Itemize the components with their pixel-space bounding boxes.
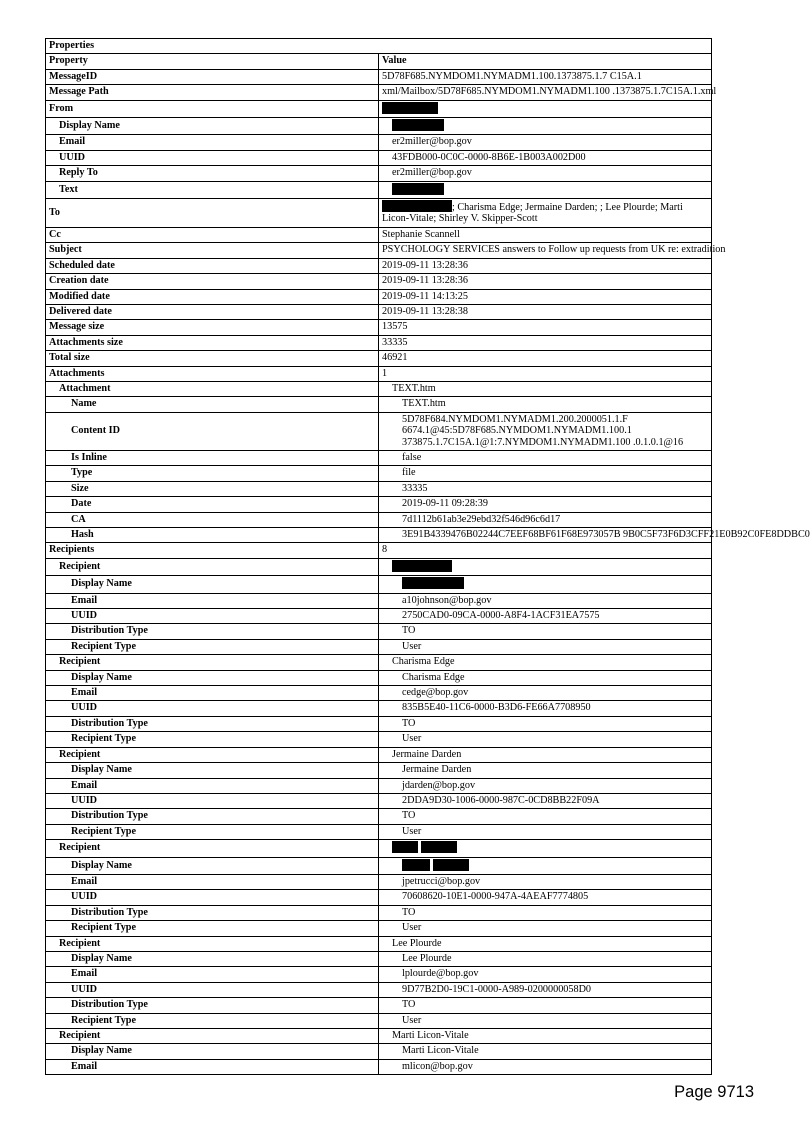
table-row bbox=[46, 258, 712, 273]
property-value: lplourde@bop.gov bbox=[379, 967, 712, 982]
property-value bbox=[379, 840, 712, 857]
property-value: 33335 bbox=[379, 481, 712, 496]
redaction-box bbox=[392, 119, 444, 131]
property-value: jdarden@bop.gov bbox=[379, 778, 712, 793]
property-value: User bbox=[379, 639, 712, 654]
property-value: User bbox=[379, 921, 712, 936]
property-name: Attachments size bbox=[46, 335, 379, 350]
property-value: TO bbox=[379, 809, 712, 824]
property-value: 5D78F684.NYMDOM1.NYMADM1.200.2000051.1.F 6674.1@45:5D78F685.NYMDOM1.NYMADM1.100.1 373875.1.7C15A.1@1:7.NYMDOM1.NYMADM1.100 .0.1.0.1@16 bbox=[379, 412, 712, 450]
table-row bbox=[46, 824, 712, 839]
table-row bbox=[46, 840, 712, 857]
table-row bbox=[46, 576, 712, 593]
property-name: Attachment bbox=[46, 381, 379, 396]
property-name: Email bbox=[46, 874, 379, 889]
table-row bbox=[46, 609, 712, 624]
property-name: Size bbox=[46, 481, 379, 496]
property-value: Lee Plourde bbox=[379, 951, 712, 966]
table-row bbox=[46, 397, 712, 412]
table-row bbox=[46, 274, 712, 289]
table-row bbox=[46, 998, 712, 1013]
property-name: Date bbox=[46, 497, 379, 512]
table-row bbox=[46, 905, 712, 920]
property-name: Email bbox=[46, 593, 379, 608]
table-row bbox=[46, 670, 712, 685]
redaction-box bbox=[402, 577, 464, 589]
property-value: TO bbox=[379, 716, 712, 731]
property-value: file bbox=[379, 466, 712, 481]
table-row bbox=[46, 100, 712, 117]
property-value: 70608620-10E1-0000-947A-4AEAF7774805 bbox=[379, 890, 712, 905]
property-name: Text bbox=[46, 181, 379, 198]
table-row bbox=[46, 150, 712, 165]
property-name: Distribution Type bbox=[46, 716, 379, 731]
property-value: 2DDA9D30-1006-0000-987C-0CD8BB22F09A bbox=[379, 793, 712, 808]
property-name: UUID bbox=[46, 701, 379, 716]
property-value bbox=[379, 199, 712, 228]
property-value: Lee Plourde bbox=[379, 936, 712, 951]
table-row bbox=[46, 381, 712, 396]
property-value: 2750CAD0-09CA-0000-A8F4-1ACF31EA7575 bbox=[379, 609, 712, 624]
properties-table-body bbox=[46, 39, 810, 1075]
table-row bbox=[46, 686, 712, 701]
table-row bbox=[46, 512, 712, 527]
table-row bbox=[46, 857, 712, 874]
property-value: 5D78F685.NYMDOM1.NYMADM1.100.1373875.1.7 C15A.1 bbox=[379, 69, 712, 84]
property-value: User bbox=[379, 732, 712, 747]
property-value: 1 bbox=[379, 366, 712, 381]
table-row bbox=[46, 793, 712, 808]
page-number: Page 9713 bbox=[674, 1083, 754, 1101]
property-name: Distribution Type bbox=[46, 809, 379, 824]
redaction-box bbox=[392, 841, 418, 853]
property-name: From bbox=[46, 100, 379, 117]
redaction-box bbox=[421, 841, 457, 853]
property-name: Display Name bbox=[46, 857, 379, 874]
to-recipients-text: ; Charisma Edge; Jermaine Darden; ; Lee Plourde; Marti Licon-Vitale; Shirley V. Skipper-Scott bbox=[382, 202, 683, 225]
property-value: mlicon@bop.gov bbox=[379, 1059, 712, 1074]
property-name: Recipient bbox=[46, 558, 379, 575]
table-row bbox=[46, 135, 712, 150]
property-value: er2miller@bop.gov bbox=[379, 166, 712, 181]
table-row bbox=[46, 593, 712, 608]
redaction-box bbox=[402, 859, 430, 871]
property-name: Delivered date bbox=[46, 304, 379, 319]
property-name: Recipient bbox=[46, 747, 379, 762]
table-row bbox=[46, 118, 712, 135]
table-row bbox=[46, 289, 712, 304]
property-name: Distribution Type bbox=[46, 998, 379, 1013]
property-name: Message size bbox=[46, 320, 379, 335]
property-name: Display Name bbox=[46, 576, 379, 593]
table-row bbox=[46, 921, 712, 936]
table-row bbox=[46, 639, 712, 654]
table-row bbox=[46, 85, 712, 100]
property-value: Charisma Edge bbox=[379, 655, 712, 670]
table-row bbox=[46, 366, 712, 381]
property-name: Email bbox=[46, 967, 379, 982]
property-value: User bbox=[379, 824, 712, 839]
table-row bbox=[46, 778, 712, 793]
property-value bbox=[379, 181, 712, 198]
table-row bbox=[46, 874, 712, 889]
property-name: Reply To bbox=[46, 166, 379, 181]
table-row bbox=[46, 732, 712, 747]
table-row bbox=[46, 558, 712, 575]
table-row bbox=[46, 624, 712, 639]
property-value: TEXT.htm bbox=[379, 397, 712, 412]
property-value: TO bbox=[379, 905, 712, 920]
property-value bbox=[379, 100, 712, 117]
table-row bbox=[46, 481, 712, 496]
redaction-box bbox=[433, 859, 469, 871]
table-row bbox=[46, 1059, 712, 1074]
property-value: Jermaine Darden bbox=[379, 747, 712, 762]
property-value: 2019-09-11 14:13:25 bbox=[379, 289, 712, 304]
property-value: 13575 bbox=[379, 320, 712, 335]
property-name: Subject bbox=[46, 243, 379, 258]
property-name: Display Name bbox=[46, 670, 379, 685]
property-value: 2019-09-11 09:28:39 bbox=[379, 497, 712, 512]
property-name: Total size bbox=[46, 351, 379, 366]
table-row bbox=[46, 747, 712, 762]
property-name: Email bbox=[46, 778, 379, 793]
properties-table bbox=[45, 38, 810, 1075]
table-row bbox=[46, 69, 712, 84]
property-name: Recipient Type bbox=[46, 639, 379, 654]
property-value: TEXT.htm bbox=[379, 381, 712, 396]
property-name: Display Name bbox=[46, 951, 379, 966]
property-name: Recipients bbox=[46, 543, 379, 558]
property-value: Marti Licon-Vitale bbox=[379, 1044, 712, 1059]
property-value: 835B5E40-11C6-0000-B3D6-FE66A7708950 bbox=[379, 701, 712, 716]
property-value: 8 bbox=[379, 543, 712, 558]
redaction-box bbox=[392, 560, 452, 572]
table-row bbox=[46, 166, 712, 181]
table-row bbox=[46, 1013, 712, 1028]
property-name: Cc bbox=[46, 227, 379, 242]
property-name: UUID bbox=[46, 793, 379, 808]
table-title-row bbox=[46, 39, 712, 54]
property-value: a10johnson@bop.gov bbox=[379, 593, 712, 608]
property-value: jpetrucci@bop.gov bbox=[379, 874, 712, 889]
property-value: 2019-09-11 13:28:36 bbox=[379, 258, 712, 273]
property-value: Stephanie Scannell bbox=[379, 227, 712, 242]
property-value: Jermaine Darden bbox=[379, 763, 712, 778]
table-row bbox=[46, 528, 712, 543]
property-value: Charisma Edge bbox=[379, 670, 712, 685]
property-name: CA bbox=[46, 512, 379, 527]
property-name: To bbox=[46, 199, 379, 228]
table-row bbox=[46, 982, 712, 997]
table-row bbox=[46, 716, 712, 731]
table-row bbox=[46, 466, 712, 481]
redaction-box bbox=[382, 200, 452, 212]
table-row bbox=[46, 951, 712, 966]
property-name: Content ID bbox=[46, 412, 379, 450]
property-value: xml/Mailbox/5D78F685.NYMDOM1.NYMADM1.100 .1373875.1.7C15A.1.xml bbox=[379, 85, 712, 100]
property-value bbox=[379, 118, 712, 135]
property-name: Email bbox=[46, 686, 379, 701]
redaction-box bbox=[392, 183, 444, 195]
property-name: Recipient Type bbox=[46, 824, 379, 839]
property-value bbox=[379, 857, 712, 874]
property-name: Name bbox=[46, 397, 379, 412]
property-value: 2019-09-11 13:28:36 bbox=[379, 274, 712, 289]
property-name: MessageID bbox=[46, 69, 379, 84]
property-name: Recipient bbox=[46, 840, 379, 857]
table-row bbox=[46, 199, 712, 228]
table-row bbox=[46, 936, 712, 951]
table-title: Properties bbox=[46, 39, 712, 54]
table-row bbox=[46, 243, 712, 258]
header-property: Property bbox=[46, 54, 379, 69]
property-value: 3E91B4339476B02244C7EEF68BF61F68E973057B 9B0C5F73F6D3CFF21E0B92C0FE8DDBC0 bbox=[379, 528, 712, 543]
table-row bbox=[46, 320, 712, 335]
property-value: 43FDB000-0C0C-0000-8B6E-1B003A002D00 bbox=[379, 150, 712, 165]
property-name: Attachments bbox=[46, 366, 379, 381]
property-value: PSYCHOLOGY SERVICES answers to Follow up requests from UK re: extradition bbox=[379, 243, 712, 258]
table-row bbox=[46, 890, 712, 905]
property-name: Creation date bbox=[46, 274, 379, 289]
property-name: Recipient Type bbox=[46, 732, 379, 747]
table-row bbox=[46, 701, 712, 716]
property-value: cedge@bop.gov bbox=[379, 686, 712, 701]
property-value bbox=[379, 576, 712, 593]
property-name: Recipient Type bbox=[46, 1013, 379, 1028]
table-row bbox=[46, 763, 712, 778]
property-name: Distribution Type bbox=[46, 905, 379, 920]
table-row bbox=[46, 412, 712, 450]
property-value: TO bbox=[379, 998, 712, 1013]
property-name: Recipient Type bbox=[46, 921, 379, 936]
table-row bbox=[46, 181, 712, 198]
property-name: Email bbox=[46, 1059, 379, 1074]
table-row bbox=[46, 227, 712, 242]
table-row bbox=[46, 304, 712, 319]
table-header-row bbox=[46, 54, 712, 69]
property-name: Display Name bbox=[46, 1044, 379, 1059]
property-value: false bbox=[379, 450, 712, 465]
table-row bbox=[46, 543, 712, 558]
table-row bbox=[46, 655, 712, 670]
property-value: Marti Licon-Vitale bbox=[379, 1029, 712, 1044]
property-name: Modified date bbox=[46, 289, 379, 304]
property-name: Message Path bbox=[46, 85, 379, 100]
table-row bbox=[46, 1029, 712, 1044]
property-name: Is Inline bbox=[46, 450, 379, 465]
property-name: Recipient bbox=[46, 1029, 379, 1044]
table-row bbox=[46, 967, 712, 982]
property-value: User bbox=[379, 1013, 712, 1028]
property-name: UUID bbox=[46, 609, 379, 624]
property-name: Hash bbox=[46, 528, 379, 543]
property-name: Display Name bbox=[46, 763, 379, 778]
property-name: Scheduled date bbox=[46, 258, 379, 273]
property-name: Type bbox=[46, 466, 379, 481]
property-value: TO bbox=[379, 624, 712, 639]
table-row bbox=[46, 1044, 712, 1059]
header-value: Value bbox=[379, 54, 712, 69]
property-name: Email bbox=[46, 135, 379, 150]
redaction-box bbox=[382, 102, 438, 114]
property-name: UUID bbox=[46, 982, 379, 997]
property-value: 2019-09-11 13:28:38 bbox=[379, 304, 712, 319]
property-name: Distribution Type bbox=[46, 624, 379, 639]
table-row bbox=[46, 809, 712, 824]
table-row bbox=[46, 450, 712, 465]
property-value: er2miller@bop.gov bbox=[379, 135, 712, 150]
property-value: 46921 bbox=[379, 351, 712, 366]
table-row bbox=[46, 335, 712, 350]
property-name: UUID bbox=[46, 890, 379, 905]
property-value: 9D77B2D0-19C1-0000-A989-0200000058D0 bbox=[379, 982, 712, 997]
property-value: 7d1112b61ab3e29ebd32f546d96c6d17 bbox=[379, 512, 712, 527]
property-value: 33335 bbox=[379, 335, 712, 350]
property-value bbox=[379, 558, 712, 575]
property-name: Recipient bbox=[46, 936, 379, 951]
table-row bbox=[46, 351, 712, 366]
table-row bbox=[46, 497, 712, 512]
property-name: Display Name bbox=[46, 118, 379, 135]
property-name: UUID bbox=[46, 150, 379, 165]
property-name: Recipient bbox=[46, 655, 379, 670]
